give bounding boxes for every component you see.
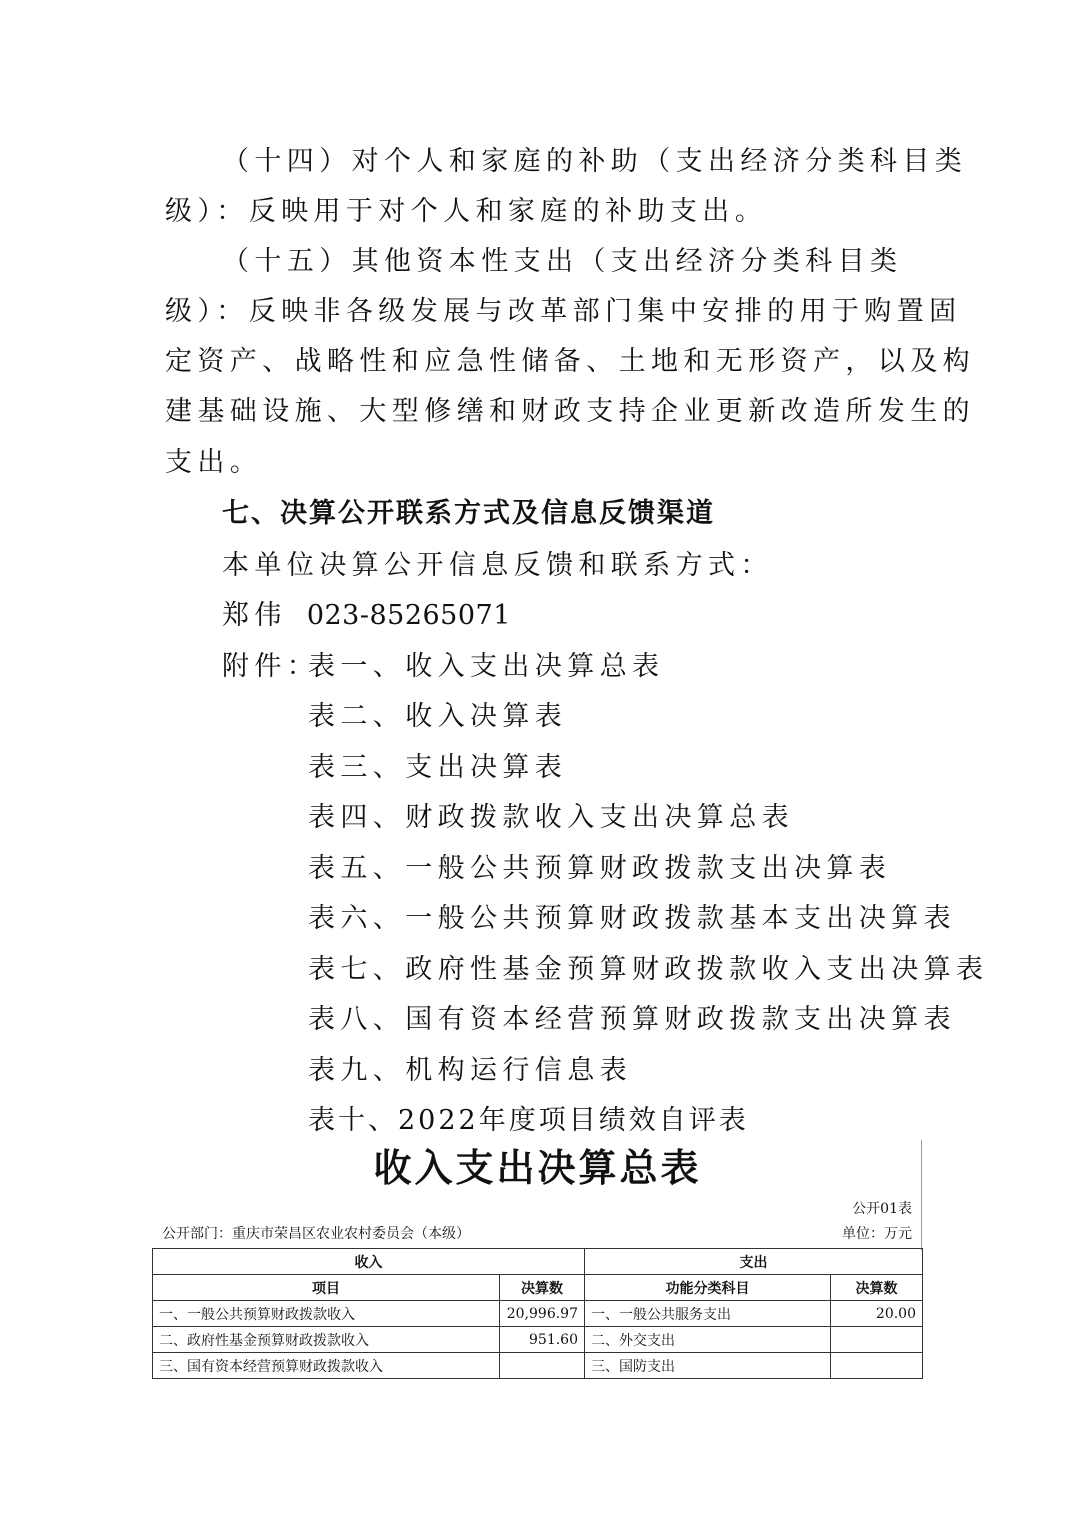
p15-line-4: 建基础设施、大型修缮和财政支持企业更新改造所发生的 bbox=[165, 396, 975, 427]
table-row bbox=[153, 1301, 923, 1327]
section-7-heading: 七、决算公开联系方式及信息反馈渠道 bbox=[222, 498, 715, 529]
income-amount: 951.60 bbox=[500, 1327, 585, 1353]
expense-amount bbox=[831, 1327, 923, 1353]
p15-line-1: （十五）其他资本性支出（支出经济分类科目类 bbox=[222, 246, 903, 277]
table-row bbox=[153, 1353, 923, 1379]
attachment-item-5: 表五、一般公共预算财政拨款支出决算表 bbox=[308, 853, 892, 884]
expense-item: 一、一般公共服务支出 bbox=[585, 1301, 831, 1327]
table-group-header-row bbox=[153, 1249, 923, 1275]
form-number: 公开01表 bbox=[852, 1201, 912, 1217]
attachment-item-2: 表二、收入决算表 bbox=[308, 701, 568, 732]
attachment-item-8: 表八、国有资本经营预算财政拨款支出决算表 bbox=[308, 1004, 956, 1035]
income-item: 二、政府性基金预算财政拨款收入 bbox=[153, 1327, 500, 1353]
income-item: 三、国有资本经营预算财政拨款收入 bbox=[153, 1353, 500, 1379]
p15-line-3: 定资产、战略性和应急性储备、土地和无形资产，以及构 bbox=[165, 346, 975, 377]
attachment-item-9: 表九、机构运行信息表 bbox=[308, 1055, 632, 1086]
p14-line-1: （十四）对个人和家庭的补助（支出经济分类科目类 bbox=[222, 146, 968, 177]
attachments-label: 附件： bbox=[222, 651, 320, 682]
attachment-item-3: 表三、支出决算表 bbox=[308, 752, 568, 783]
attachment-item-7: 表七、政府性基金预算财政拨款收入支出决算表 bbox=[308, 954, 989, 985]
col-item-header: 项目 bbox=[153, 1275, 500, 1301]
attachment-item-1: 表一、收入支出决算总表 bbox=[308, 651, 665, 682]
p15-line-2: 级）：反映非各级发展与改革部门集中安排的用于购置固 bbox=[165, 296, 962, 327]
income-item: 一、一般公共预算财政拨款收入 bbox=[153, 1301, 500, 1327]
table-column-header-row bbox=[153, 1275, 923, 1301]
attachment-item-4: 表四、财政拨款收入支出决算总表 bbox=[308, 802, 794, 833]
unit-label: 单位：万元 bbox=[842, 1226, 912, 1242]
col-amount2-header: 决算数 bbox=[831, 1275, 923, 1301]
expense-header: 支出 bbox=[585, 1249, 923, 1275]
contact-intro: 本单位决算公开信息反馈和联系方式： bbox=[222, 550, 773, 581]
income-expense-table bbox=[152, 1248, 923, 1379]
attachment-item-10: 表十、2022年度项目绩效自评表 bbox=[308, 1105, 749, 1136]
contact-name: 郑伟 bbox=[222, 600, 287, 631]
income-header: 收入 bbox=[153, 1249, 585, 1275]
contact-line bbox=[222, 599, 511, 633]
table-row bbox=[153, 1327, 923, 1353]
income-amount bbox=[500, 1353, 585, 1379]
col-amount-header: 决算数 bbox=[500, 1275, 585, 1301]
income-amount: 20,996.97 bbox=[500, 1301, 585, 1327]
expense-amount bbox=[831, 1353, 923, 1379]
attachment-item-6: 表六、一般公共预算财政拨款基本支出决算表 bbox=[308, 903, 956, 934]
department-label: 公开部门：重庆市荣昌区农业农村委员会（本级） bbox=[162, 1226, 470, 1242]
expense-item: 三、国防支出 bbox=[585, 1353, 831, 1379]
p15-line-5: 支出。 bbox=[165, 447, 263, 478]
contact-phone: 023-85265071 bbox=[306, 600, 511, 631]
expense-amount: 20.00 bbox=[831, 1301, 923, 1327]
expense-item: 二、外交支出 bbox=[585, 1327, 831, 1353]
p14-line-2: 级）：反映用于对个人和家庭的补助支出。 bbox=[165, 196, 768, 227]
table-title: 收入支出决算总表 bbox=[373, 1146, 702, 1190]
col-func-header: 功能分类科目 bbox=[585, 1275, 831, 1301]
